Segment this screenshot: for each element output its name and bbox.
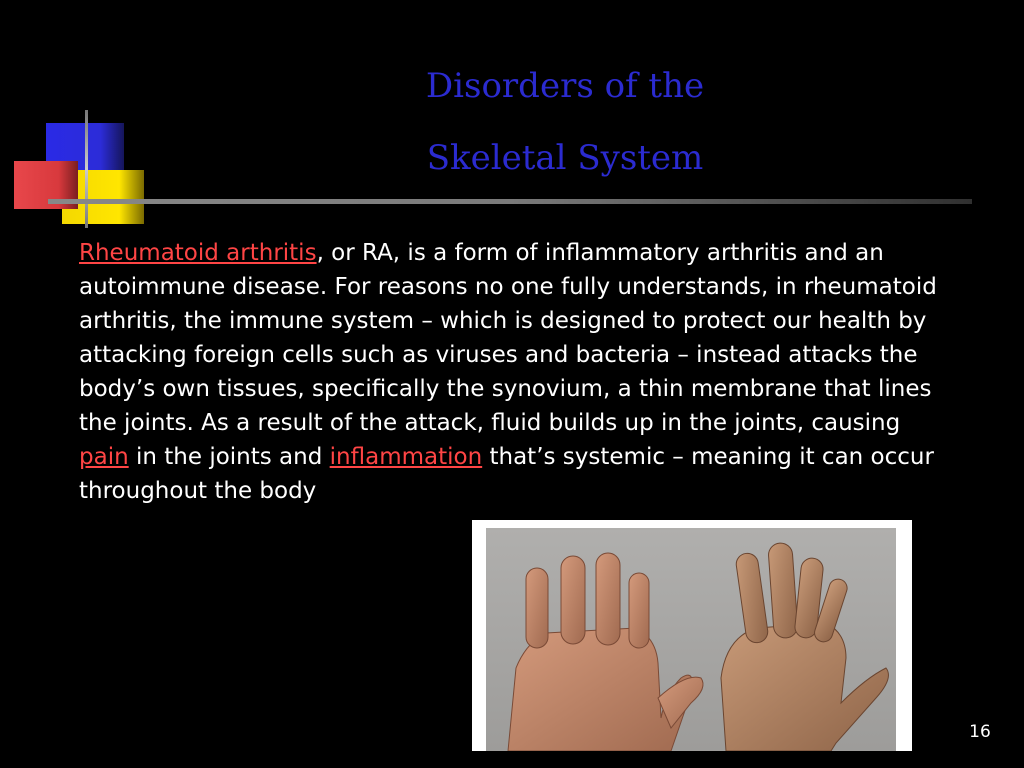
body-paragraph [79,236,939,508]
link-rheumatoid-arthritis[interactable]: Rheumatoid arthritis [79,240,317,266]
body-text-3: that’s systemic – meaning it can occur throughout the body [79,444,934,504]
horizontal-divider [48,199,972,204]
slide-title [380,50,750,194]
arthritis-hands-image [486,528,896,751]
hands-photo [486,528,896,751]
title-line-2: Skeletal System [426,138,704,178]
body-text-2: in the joints and [128,444,330,470]
link-pain[interactable]: pain [79,444,129,470]
vertical-divider [85,110,88,228]
decorative-logo [0,0,160,240]
body-text-1: , or RA, is a form of inflammatory arthritis and an autoimmune disease. For reasons no one fully understands, in rheumatoid arthritis, the immune system – which is designed to protect our health by attacking foreign cells such as viruses and bacteria – instead attacks the body’s own tissues, specifically the synovium, a thin membrane that lines the joints. As a result of the attack, fluid builds up in the joints, causing [79,240,937,436]
link-inflammation[interactable]: inflammation [329,444,483,470]
page-number: 16 [969,722,991,742]
hands-photo-frame [472,520,912,751]
title-line-1: Disorders of the [425,66,705,106]
